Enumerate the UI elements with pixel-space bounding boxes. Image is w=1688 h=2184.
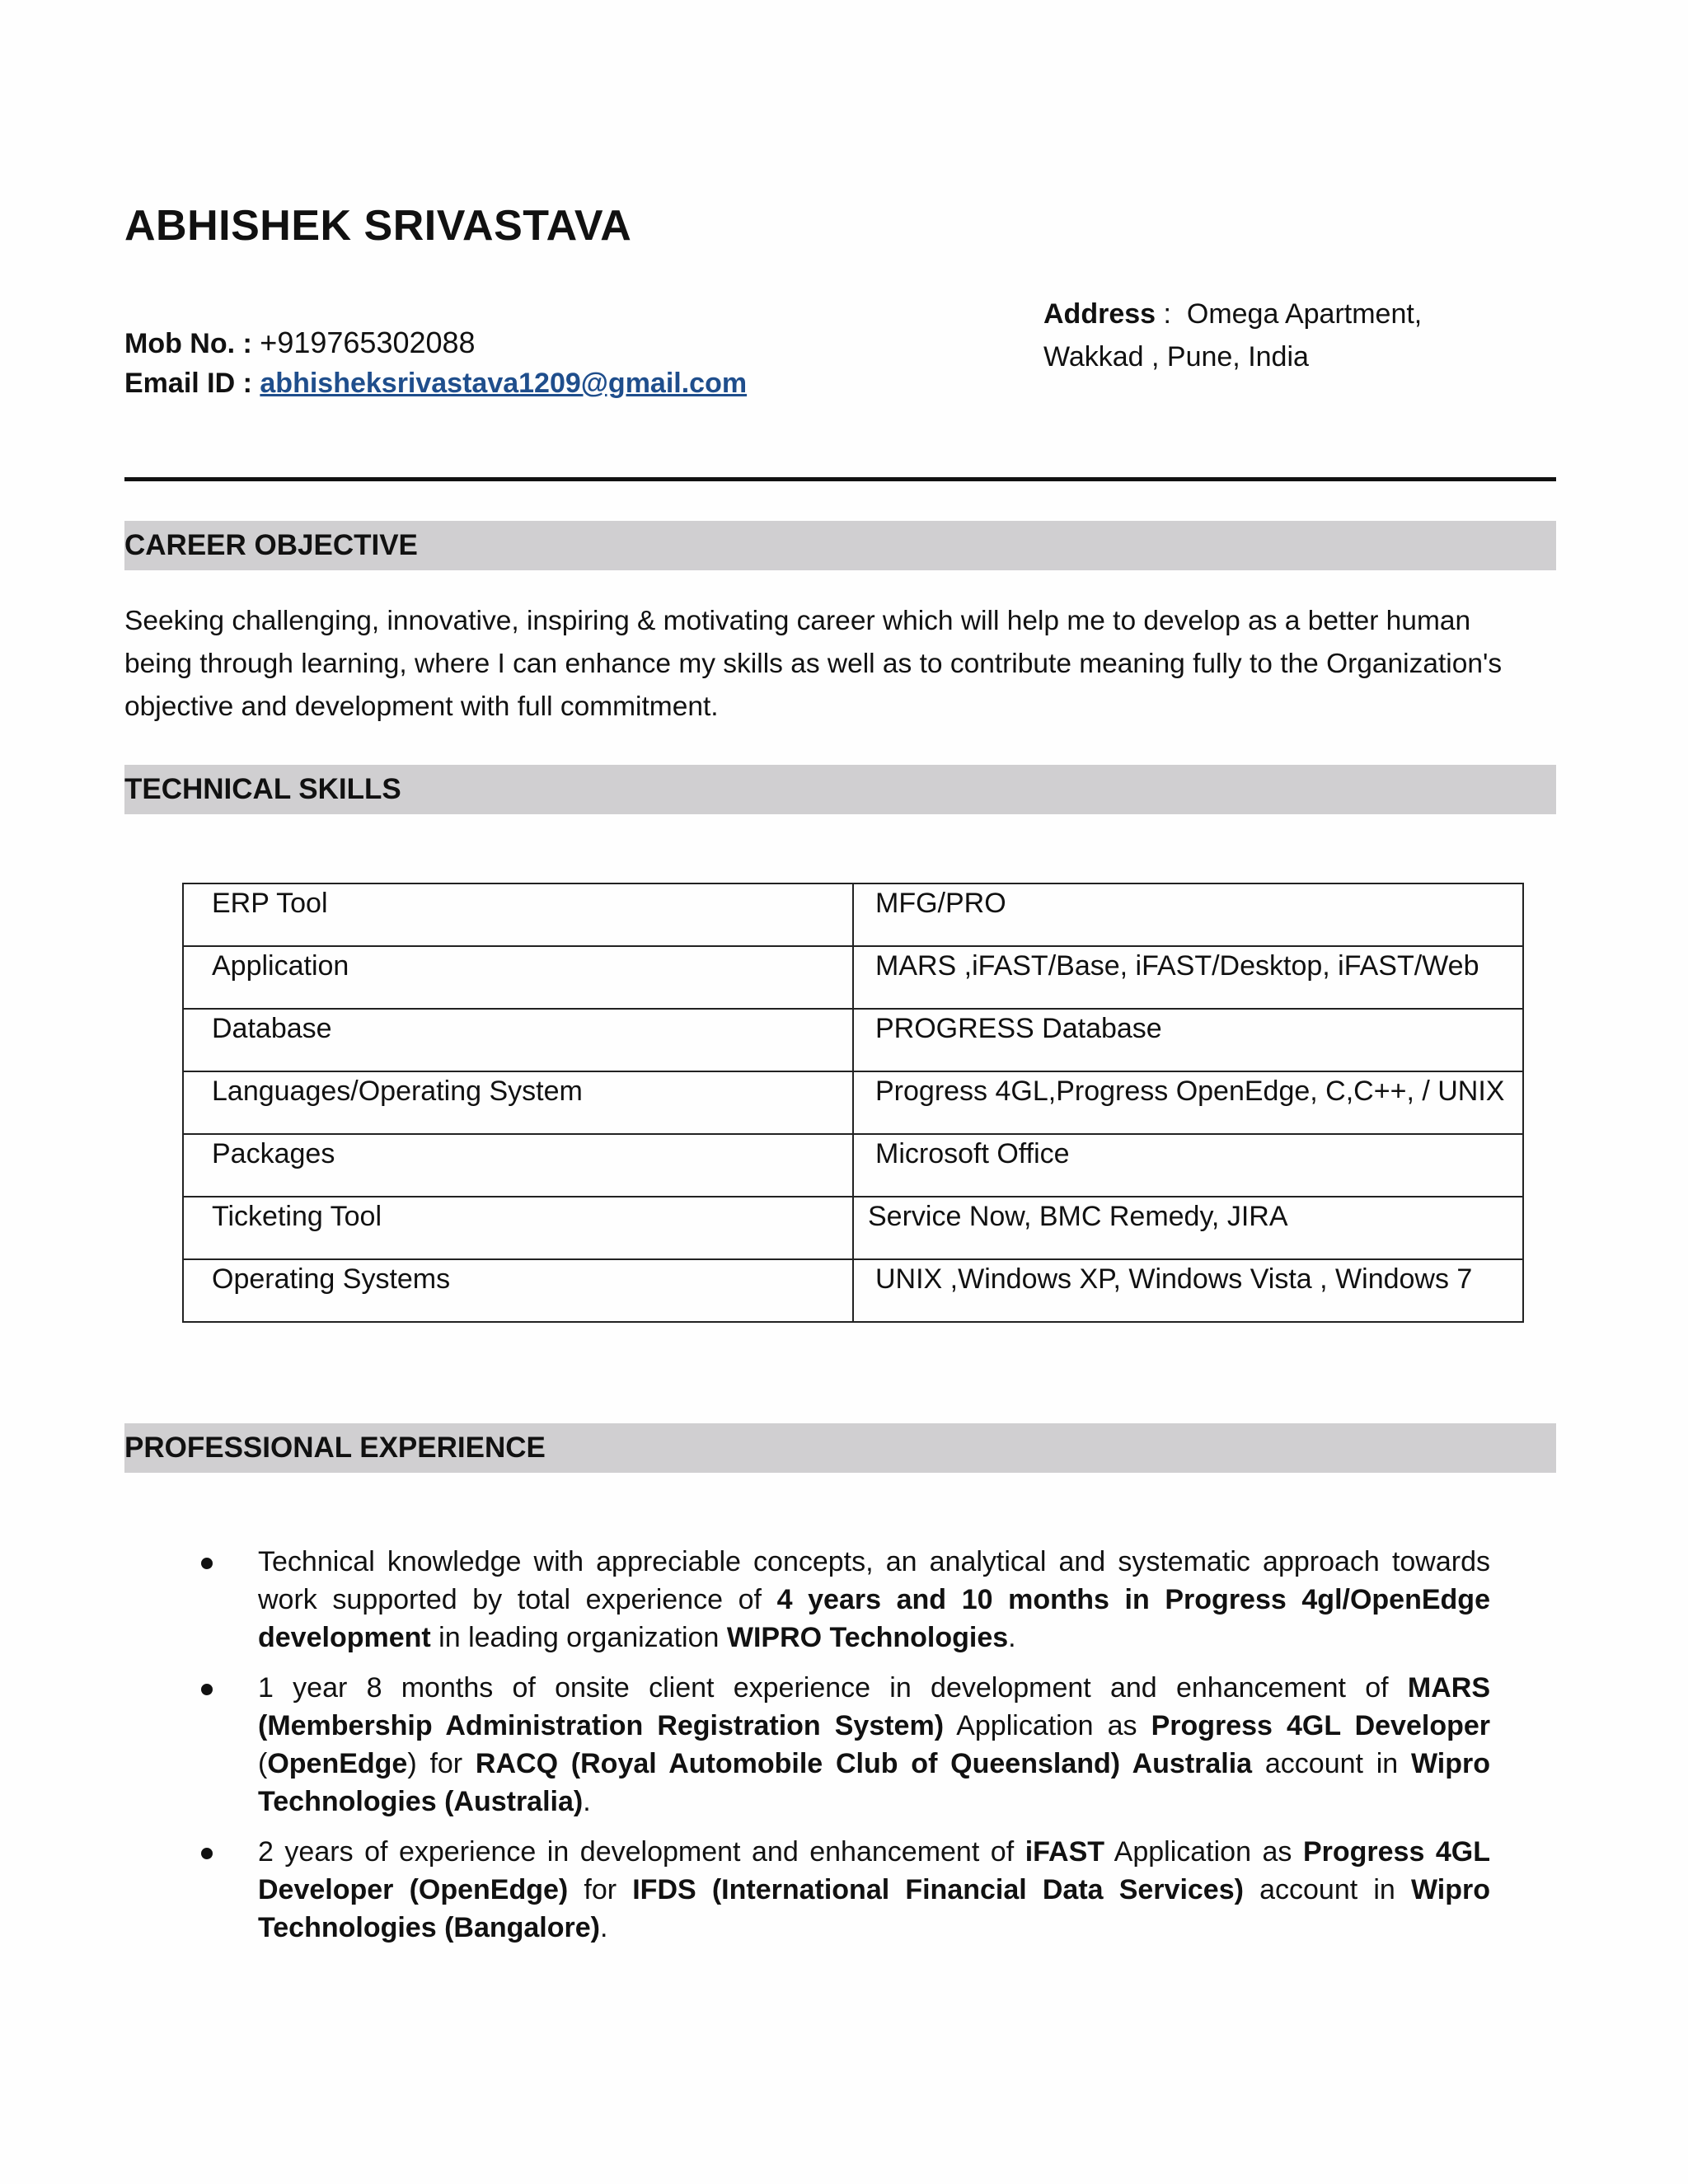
section-technical-skills <box>124 765 1556 814</box>
text-run: ) for <box>407 1748 476 1779</box>
bold-run: RACQ (Royal Automobile Club of Queensland) Australia <box>475 1748 1253 1779</box>
email-label: Email ID : <box>124 368 252 399</box>
bold-run: WIPRO Technologies <box>726 1622 1009 1653</box>
table-row <box>183 1071 1523 1134</box>
bold-run: Wipro Technologies (Bangalore) <box>258 1874 1490 1943</box>
text-run: for <box>568 1874 633 1905</box>
table-row <box>183 1197 1523 1259</box>
text-run: Technical knowledge with appreciable concepts, an analytical and systematic approach towards work supported by total experience of <box>258 1546 1490 1615</box>
skill-value: UNIX ,Windows XP, Windows Vista , Windows 7 <box>853 1259 1523 1322</box>
skill-label: Ticketing Tool <box>183 1197 853 1259</box>
email-line <box>124 363 747 403</box>
bold-run: iFAST <box>1025 1836 1105 1868</box>
text-run: Application as <box>944 1710 1151 1741</box>
skill-label: Languages/Operating System <box>183 1071 853 1134</box>
address-label: Address <box>1043 298 1156 330</box>
address-separator: : <box>1163 298 1171 330</box>
text-run: 1 year 8 months of onsite client experience in development and enhancement of <box>258 1672 1408 1704</box>
bold-run: Progress 4GL Developer <box>1151 1710 1490 1741</box>
bold-run: Wipro Technologies (Australia) <box>258 1748 1490 1817</box>
bold-run: 4 years and 10 months in Progress 4gl/OpenEdge development <box>258 1584 1490 1653</box>
skill-label: Application <box>183 946 853 1009</box>
mobile-line <box>124 323 747 363</box>
header-divider <box>124 477 1556 481</box>
contact-info <box>124 323 747 403</box>
bold-run: MARS (Membership Administration Registration System) <box>258 1672 1490 1741</box>
text-run: . <box>599 1912 608 1943</box>
skill-value: Service Now, BMC Remedy, JIRA <box>853 1197 1523 1259</box>
skill-label: Database <box>183 1009 853 1071</box>
address-block <box>1043 293 1422 378</box>
skill-value: MFG/PRO <box>853 883 1523 946</box>
table-row <box>183 1259 1523 1322</box>
table-row <box>183 883 1523 946</box>
objective-text: Seeking challenging, innovative, inspiring & motivating career which will help me to develop as a better human being through learning, where I can enhance my skills as well as to contribute meaning fully to the Organization's objective and development with full commitment. <box>124 606 1503 722</box>
address-line-2: Wakkad , Pune, India <box>1043 341 1309 373</box>
list-item <box>258 1833 1490 1947</box>
skill-label: ERP Tool <box>183 883 853 946</box>
skill-value: Microsoft Office <box>853 1134 1523 1197</box>
section-title: CAREER OBJECTIVE <box>124 529 418 561</box>
text-run: 2 years of experience in development and enhancement of <box>258 1836 1025 1868</box>
mobile-label: Mob No. : <box>124 328 252 359</box>
text-run: ( <box>258 1748 268 1779</box>
candidate-name: ABHISHEK SRIVASTAVA <box>124 202 632 250</box>
section-career-objective <box>124 521 1556 570</box>
section-professional-experience <box>124 1423 1556 1473</box>
text-run: . <box>1008 1622 1016 1653</box>
text-run: account in <box>1243 1874 1411 1905</box>
skill-value: Progress 4GL,Progress OpenEdge, C,C++, / UNIX <box>853 1071 1523 1134</box>
list-item <box>258 1543 1490 1657</box>
table-row <box>183 1134 1523 1197</box>
skill-label: Packages <box>183 1134 853 1197</box>
table-row <box>183 1009 1523 1071</box>
text-run: in leading organization <box>430 1622 727 1653</box>
bold-run: OpenEdge <box>267 1748 408 1779</box>
list-item <box>258 1669 1490 1821</box>
bold-run: IFDS (International Financial Data Services) <box>632 1874 1244 1905</box>
skill-value: MARS ,iFAST/Base, iFAST/Desktop, iFAST/Web <box>853 946 1523 1009</box>
experience-list <box>258 1543 1490 1959</box>
text-run: account in <box>1252 1748 1411 1779</box>
skill-value: PROGRESS Database <box>853 1009 1523 1071</box>
address-line-1 <box>1043 293 1422 335</box>
section-title: PROFESSIONAL EXPERIENCE <box>124 1432 546 1464</box>
table-row <box>183 946 1523 1009</box>
text-run: Application as <box>1104 1836 1303 1868</box>
section-title: TECHNICAL SKILLS <box>124 773 401 805</box>
skills-table <box>182 883 1524 1323</box>
bold-run: Progress 4GL Developer (OpenEdge) <box>258 1836 1491 1905</box>
text-run: . <box>583 1786 591 1817</box>
mobile-number: +919765302088 <box>260 326 476 359</box>
email-link[interactable]: abhisheksrivastava1209@gmail.com <box>260 368 748 399</box>
address-line-1-text: Omega Apartment, <box>1186 298 1423 330</box>
skill-label: Operating Systems <box>183 1259 853 1322</box>
